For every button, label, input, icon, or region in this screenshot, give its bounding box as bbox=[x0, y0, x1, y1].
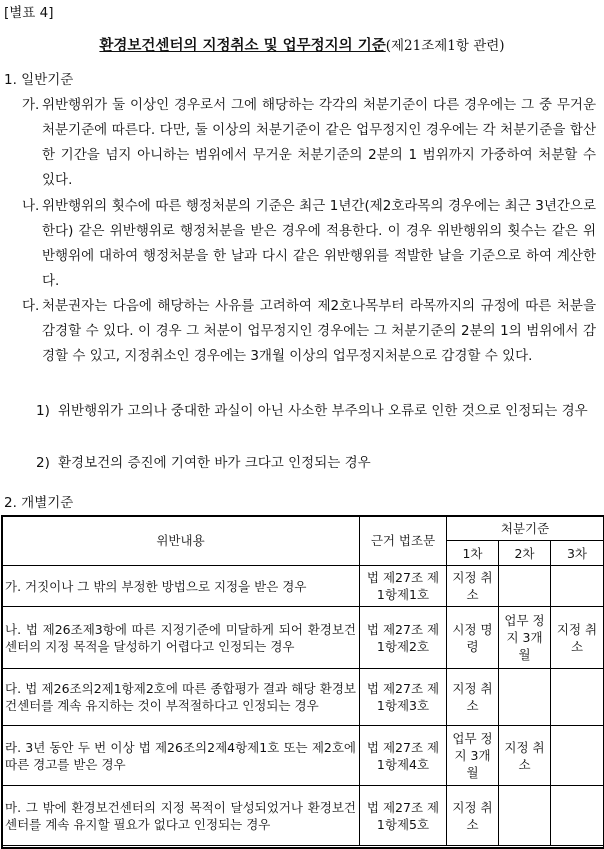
law-cell: 법 제27조 제1항제4호 bbox=[360, 726, 447, 786]
appendix-tag: [별표 4] bbox=[4, 5, 54, 21]
first-penalty-cell: 지정 취소 bbox=[447, 669, 499, 726]
law-cell: 법 제27조 제1항제1호 bbox=[360, 566, 447, 607]
individual-heading: 2. 개별기준 bbox=[4, 495, 74, 511]
header-violation: 위반내용 bbox=[2, 516, 360, 566]
second-penalty-cell: 지정 취소 bbox=[499, 726, 551, 786]
first-penalty-cell: 지정 취소 bbox=[447, 786, 499, 846]
second-penalty-cell bbox=[499, 566, 551, 607]
first-penalty-cell: 업무 정지 3개월 bbox=[447, 726, 499, 786]
third-penalty-cell bbox=[551, 786, 604, 846]
general-item-da bbox=[22, 294, 596, 369]
third-penalty-cell bbox=[551, 566, 604, 607]
general-heading: 1. 일반기준 bbox=[4, 72, 74, 88]
header-second: 2차 bbox=[499, 541, 551, 566]
document-title bbox=[0, 34, 604, 55]
violation-cell: 가. 거짓이나 그 밖의 부정한 방법으로 지정을 받은 경우 bbox=[2, 566, 360, 607]
table-row bbox=[2, 566, 604, 607]
violation-cell: 나. 법 제26조제3항에 따른 지정기준에 미달하게 되어 환경보건센터의 지정 목적을 달성하기 어렵다고 인정되는 경우 bbox=[2, 607, 360, 669]
second-penalty-cell bbox=[499, 786, 551, 846]
title-main: 환경보건센터의 지정취소 및 업무정지의 기준 bbox=[99, 38, 386, 54]
law-cell: 법 제27조 제1항제3호 bbox=[360, 669, 447, 726]
table-row bbox=[2, 607, 604, 669]
subitem-label: 1) bbox=[36, 403, 50, 419]
table-row bbox=[2, 786, 604, 846]
item-text: 위반행위의 횟수에 따른 행정처분의 기준은 최근 1년간(제2호라목의 경우에는 최근 3년간으로 한다) 같은 위반행위로 행정처분을 받은 경우에 적용한다. 이 경우 위반행위의 횟수는 같은 위반행위에 대하여 행정처분을 한 날과 다시 같은 위반행위를 적발한 날을 기준으로 하여 계산한다. bbox=[42, 198, 596, 289]
penalty-criteria-table bbox=[1, 515, 604, 846]
table-row bbox=[2, 669, 604, 726]
item-text: 처분권자는 다음에 해당하는 사유를 고려하여 제2호나목부터 라목까지의 규정에 따른 처분을 감경할 수 있다. 이 경우 그 처분이 업무정지인 경우에는 그 처분기준의 2분의 1의 범위에서 감경할 수 있고, 지정취소인 경우에는 3개월 이상의 업무정지처분으로 감경할 수 있다. bbox=[42, 298, 596, 364]
general-item-na bbox=[22, 194, 596, 294]
subitem-text: 위반행위가 고의나 중대한 과실이 아닌 사소한 부주의나 오류로 인한 것으로 인정되는 경우 bbox=[58, 403, 588, 419]
general-item-ga bbox=[22, 93, 596, 193]
first-penalty-cell: 시정 명령 bbox=[447, 607, 499, 669]
item-label: 다. bbox=[22, 298, 40, 314]
second-penalty-cell bbox=[499, 669, 551, 726]
third-penalty-cell: 지정 취소 bbox=[551, 607, 604, 669]
table-row bbox=[2, 726, 604, 786]
third-penalty-cell bbox=[551, 669, 604, 726]
law-cell: 법 제27조 제1항제2호 bbox=[360, 607, 447, 669]
item-label: 가. bbox=[22, 97, 40, 113]
header-penalty: 처분기준 bbox=[447, 516, 604, 541]
subitem-text: 환경보건의 증진에 기여한 바가 크다고 인정되는 경우 bbox=[58, 455, 371, 471]
header-third: 3차 bbox=[551, 541, 604, 566]
first-penalty-cell: 지정 취소 bbox=[447, 566, 499, 607]
violation-cell: 라. 3년 동안 두 번 이상 법 제26조의2제4항제1호 또는 제2호에 따른 경고를 받은 경우 bbox=[2, 726, 360, 786]
subitem-label: 2) bbox=[36, 455, 50, 471]
header-first: 1차 bbox=[447, 541, 499, 566]
header-legal-basis: 근거 법조문 bbox=[360, 516, 447, 566]
item-label: 나. bbox=[22, 198, 40, 214]
law-cell: 법 제27조 제1항제5호 bbox=[360, 786, 447, 846]
third-penalty-cell bbox=[551, 726, 604, 786]
title-reference: (제21조제1항 관련) bbox=[385, 38, 505, 54]
second-penalty-cell: 업무 정지 3개월 bbox=[499, 607, 551, 669]
general-subitem-1 bbox=[36, 399, 596, 424]
general-subitem-2 bbox=[36, 451, 596, 476]
item-text: 위반행위가 둘 이상인 경우로서 그에 해당하는 각각의 처분기준이 다른 경우에는 그 중 무거운 처분기준에 따른다. 다만, 둘 이상의 처분기준이 같은 업무정지인 경우에는 각 처분기준을 합산한 기간을 넘지 아니하는 범위에서 무거운 처분기준의 2분의 1 범위까지 가중하여 처분할 수 있다. bbox=[42, 97, 596, 188]
violation-cell: 마. 그 밖에 환경보건센터의 지정 목적이 달성되었거나 환경보건센터를 계속 유지할 필요가 없다고 인정되는 경우 bbox=[2, 786, 360, 846]
violation-cell: 다. 법 제26조의2제1항제2호에 따른 종합평가 결과 해당 환경보건센터를 계속 유지하는 것이 부적절하다고 인정되는 경우 bbox=[2, 669, 360, 726]
